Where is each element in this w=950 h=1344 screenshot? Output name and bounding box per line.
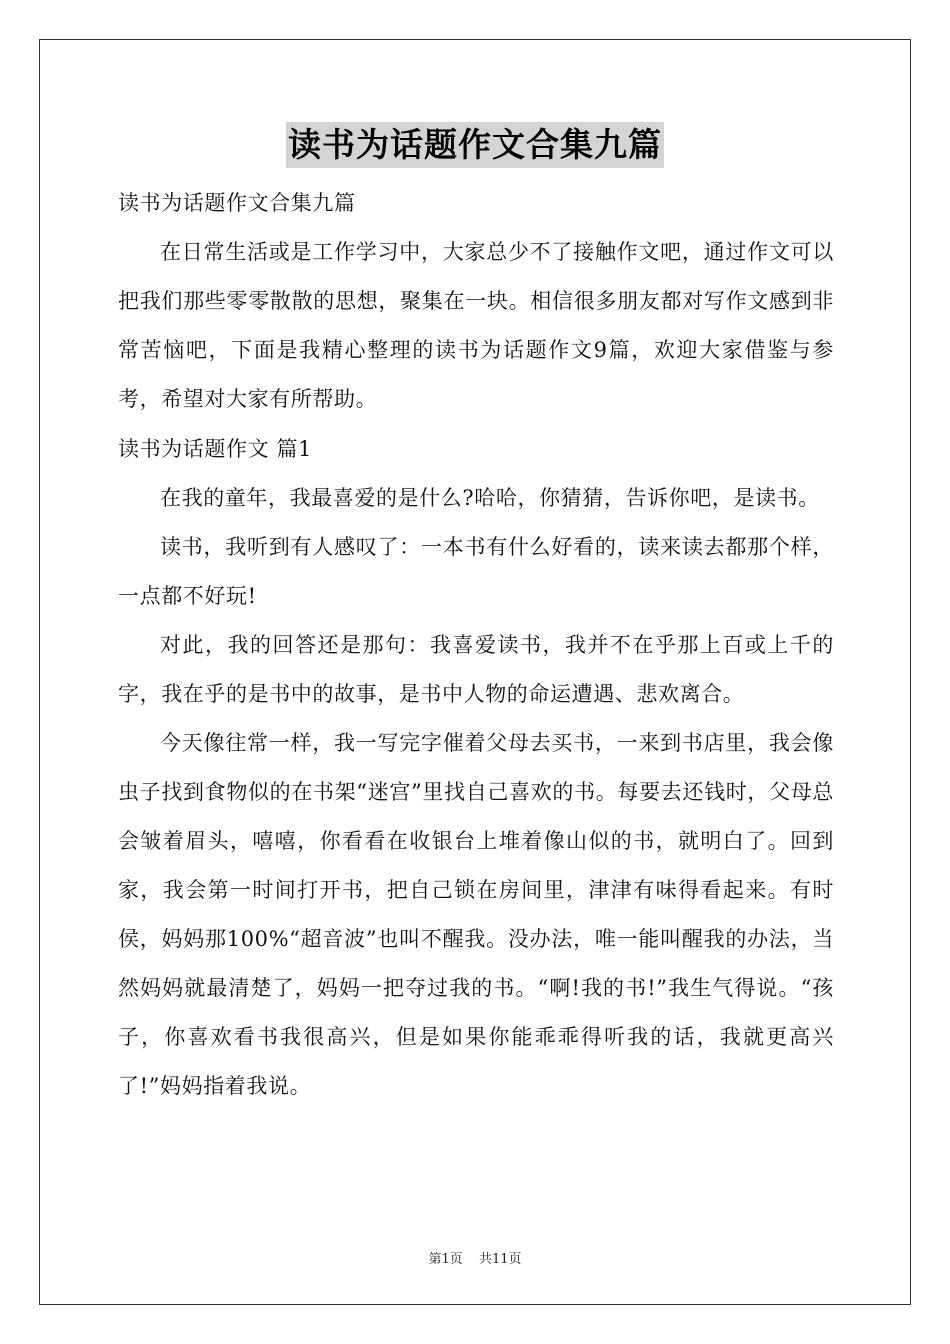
document-body bbox=[118, 178, 834, 1111]
body-paragraph: 对此，我的回答还是那句：我喜爱读书，我并不在乎那上百或上千的字，我在乎的是书中的故事，是书中人物的命运遭遇、悲欢离合。 bbox=[118, 633, 834, 706]
document-title: 读书为话题作文合集九篇 bbox=[286, 122, 664, 168]
section-heading: 读书为话题作文 篇1 bbox=[118, 437, 313, 461]
intro-paragraph: 在日常生活或是工作学习中，大家总少不了接触作文吧，通过作文可以把我们那些零零散散的思想，聚集在一块。相信很多朋友都对写作文感到非常苦恼吧，下面是我精心整理的读书为话题作文9篇，欢迎大家借鉴与参考，希望对大家有所帮助。 bbox=[118, 240, 834, 411]
page-number: 第1页 bbox=[428, 1252, 463, 1267]
body-paragraph: 读书，我听到有人感叹了：一本书有什么好看的，读来读去都那个样，一点都不好玩! bbox=[118, 535, 834, 608]
page-total: 共11页 bbox=[478, 1252, 522, 1267]
subtitle-line: 读书为话题作文合集九篇 bbox=[118, 191, 356, 215]
body-paragraph: 今天像往常一样，我一写完字催着父母去买书，一来到书店里，我会像虫子找到食物似的在书架“迷宫”里找自己喜欢的书。每要去还钱时，父母总会皱着眉头，嘻嘻，你看看在收银台上堆着像山似的书，就明白了。回到家，我会第一时间打开书，把自己锁在房间里，津津有味得看起来。有时侯，妈妈那100%“超音波”也叫不醒我。没办法，唯一能叫醒我的办法，当然妈妈就最清楚了，妈妈一把夺过我的书。“啊!我的书!”我生气得说。“孩子，你喜欢看书我很高兴，但是如果你能乖乖得听我的话，我就更高兴了!”妈妈指着我说。 bbox=[118, 731, 834, 1098]
page-footer bbox=[0, 1248, 950, 1267]
body-paragraph: 在我的童年，我最喜爱的是什么?哈哈，你猜猜，告诉你吧，是读书。 bbox=[160, 486, 820, 510]
title-container bbox=[0, 122, 950, 168]
